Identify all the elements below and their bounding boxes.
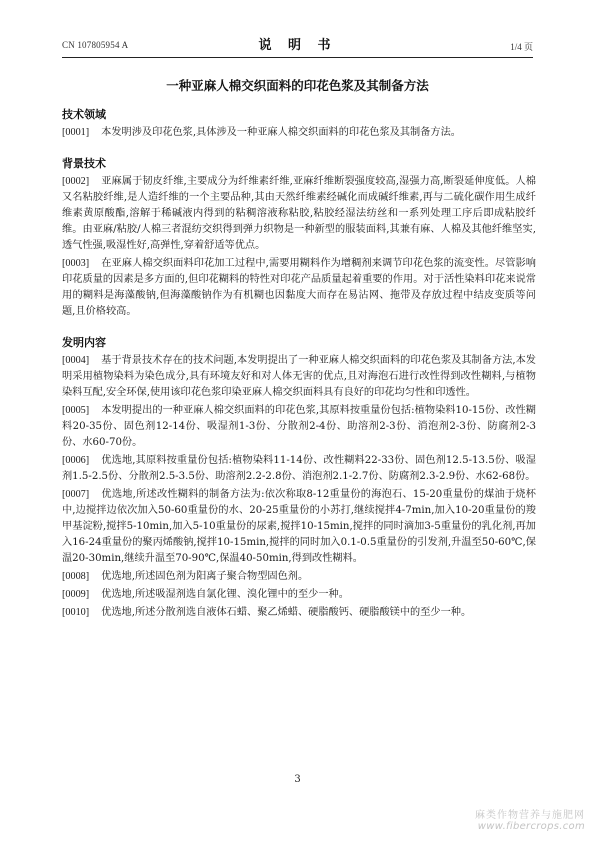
paragraph-number: [0010] (62, 607, 90, 618)
paragraph-text: 亚麻属于韧皮纤维,主要成分为纤维素纤维,亚麻纤维断裂强度较高,湿强力高,断裂延伸度低。人棉又名粘胶纤维,是人造纤维的一个主要品种,其由天然纤维素经碱化而成碱纤维素,再与二硫化碳作用生成纤维素黄原酸酯,溶解于稀碱液内得到的粘稠溶液称粘胶,粘胶经湿法纺丝和一系列处理工序后即成粘胶纤维。由亚麻/粘胶/人棉三者混纺交织得到弹力织物是一种新型的服装面料,其兼有麻、人棉及其他纤维坚实,透气性强,吸湿性好,高弹性,穿着舒适等优点。 (62, 176, 536, 251)
paragraph-0004 (62, 353, 536, 401)
paragraph-number: [0004] (62, 355, 90, 366)
watermark-url: www.fibercrops.com (477, 821, 585, 832)
paragraph-0007 (62, 487, 536, 567)
header-rule (62, 57, 533, 58)
paragraph-text: 基于背景技术存在的技术问题,本发明提出了一种亚麻人棉交织面料的印花色浆及其制备方法,本发明采用植物染料为染色成分,具有环境友好和对人体无害的优点,且对海泡石进行改性得到改性糊料,与植物染料互配,安全环保,使用该印花色浆印染亚麻人棉交织面料具有良好的印花均匀性和印透性。 (62, 355, 536, 398)
page-header (62, 34, 533, 56)
page-counter: 1/4 页 (510, 42, 533, 52)
paragraph-text: 本发明涉及印花色浆,具体涉及一种亚麻人棉交织面料的印花色浆及其制备方法。 (101, 127, 461, 138)
paragraph-number: [0007] (62, 489, 90, 500)
document-body (62, 106, 536, 623)
section-heading-background: 背景技术 (62, 157, 106, 170)
section-spacer (62, 322, 536, 334)
paragraph-text: 在亚麻人棉交织面料印花加工过程中,需要用糊料作为增稠剂来调节印花色浆的流变性。尽管影响印花质量的因素是多方面的,但印花糊料的特性对印花产品质量起着重要的作用。对于活性染料印花来说常用的糊料是海藻酸钠,但海藻酸钠作为有机糊也因黏度大而存在易沾网、拖带及存放过程中结皮变质等问题,且价格较高。 (62, 258, 536, 317)
section-spacer (62, 143, 536, 155)
watermark-site-name: 麻类作物营养与施肥网 (475, 810, 585, 821)
invention-title: 一种亚麻人棉交织面料的印花色浆及其制备方法 (166, 78, 429, 93)
paragraph-0009 (62, 587, 536, 603)
section-heading-tech-field: 技术领域 (62, 108, 106, 121)
section-heading-summary: 发明内容 (62, 336, 106, 349)
paragraph-number: [0006] (62, 455, 90, 466)
paragraph-number: [0001] (62, 127, 90, 138)
paragraph-number: [0005] (62, 405, 90, 416)
paragraph-number: [0003] (62, 258, 90, 269)
paragraph-0006 (62, 453, 536, 485)
paragraph-0003 (62, 256, 536, 320)
paragraph-text: 优选地,所述改性糊料的制备方法为:依次称取8-12重量份的海泡石、15-20重量份的煤油于烧杯中,边搅拌边依次加入50-60重量份的水、20-25重量份的小苏打,继续搅拌4-7min,加入10-20重量份的羧甲基淀粉,搅拌5-10min,加入5-10重量份的尿素,搅拌10-15min,搅拌的同时滴加3-5重量份的乳化剂,再加入16-24重量份的聚丙烯酸钠,搅拌10-15min,搅拌的同时加入0.1-0.5重量份的引发剂,升温至50-60℃,保温20-30min,继续升温至70-90℃,保温40-50min,得到改性糊料。 (62, 489, 536, 564)
paragraph-text: 本发明提出的一种亚麻人棉交织面料的印花色浆,其原料按重量份包括:植物染料10-15份、改性糊料20-35份、固色剂12-14份、吸湿剂1-3份、分散剂2-4份、助溶剂2-3份、消泡剂2-3份、防腐剂2-3份、水60-70份。 (62, 405, 536, 448)
paragraph-text: 优选地,所述吸湿剂选自氯化锂、溴化锂中的至少一种。 (101, 589, 349, 600)
page-number: 3 (294, 774, 301, 785)
paragraph-text: 优选地,所述分散剂选自液体石蜡、聚乙烯蜡、硬脂酸钙、硬脂酸镁中的至少一种。 (101, 607, 472, 618)
paragraph-0008 (62, 569, 536, 585)
paragraph-0002 (62, 174, 536, 254)
publication-number: CN 107805954 A (62, 40, 129, 50)
paragraph-number: [0008] (62, 571, 90, 582)
paragraph-0010 (62, 605, 536, 621)
paragraph-number: [0009] (62, 589, 90, 600)
paragraph-text: 优选地,所述固色剂为阳离子聚合物型固色剂。 (101, 571, 309, 582)
paragraph-0005 (62, 403, 536, 451)
site-watermark (445, 806, 585, 832)
paragraph-text: 优选地,其原料按重量份包括:植物染料11-14份、改性糊料22-33份、固色剂12.5-13.5份、吸湿剂1.5-2.5份、分散剂2.5-3.5份、助溶剂2.2-2.8份、消泡剂2.1-2.7份、防腐剂2.3-2.9份、水62-68份。 (62, 455, 536, 482)
paragraph-0001 (62, 125, 536, 141)
document-type-title: 说 明 书 (258, 38, 337, 53)
paragraph-number: [0002] (62, 176, 90, 187)
